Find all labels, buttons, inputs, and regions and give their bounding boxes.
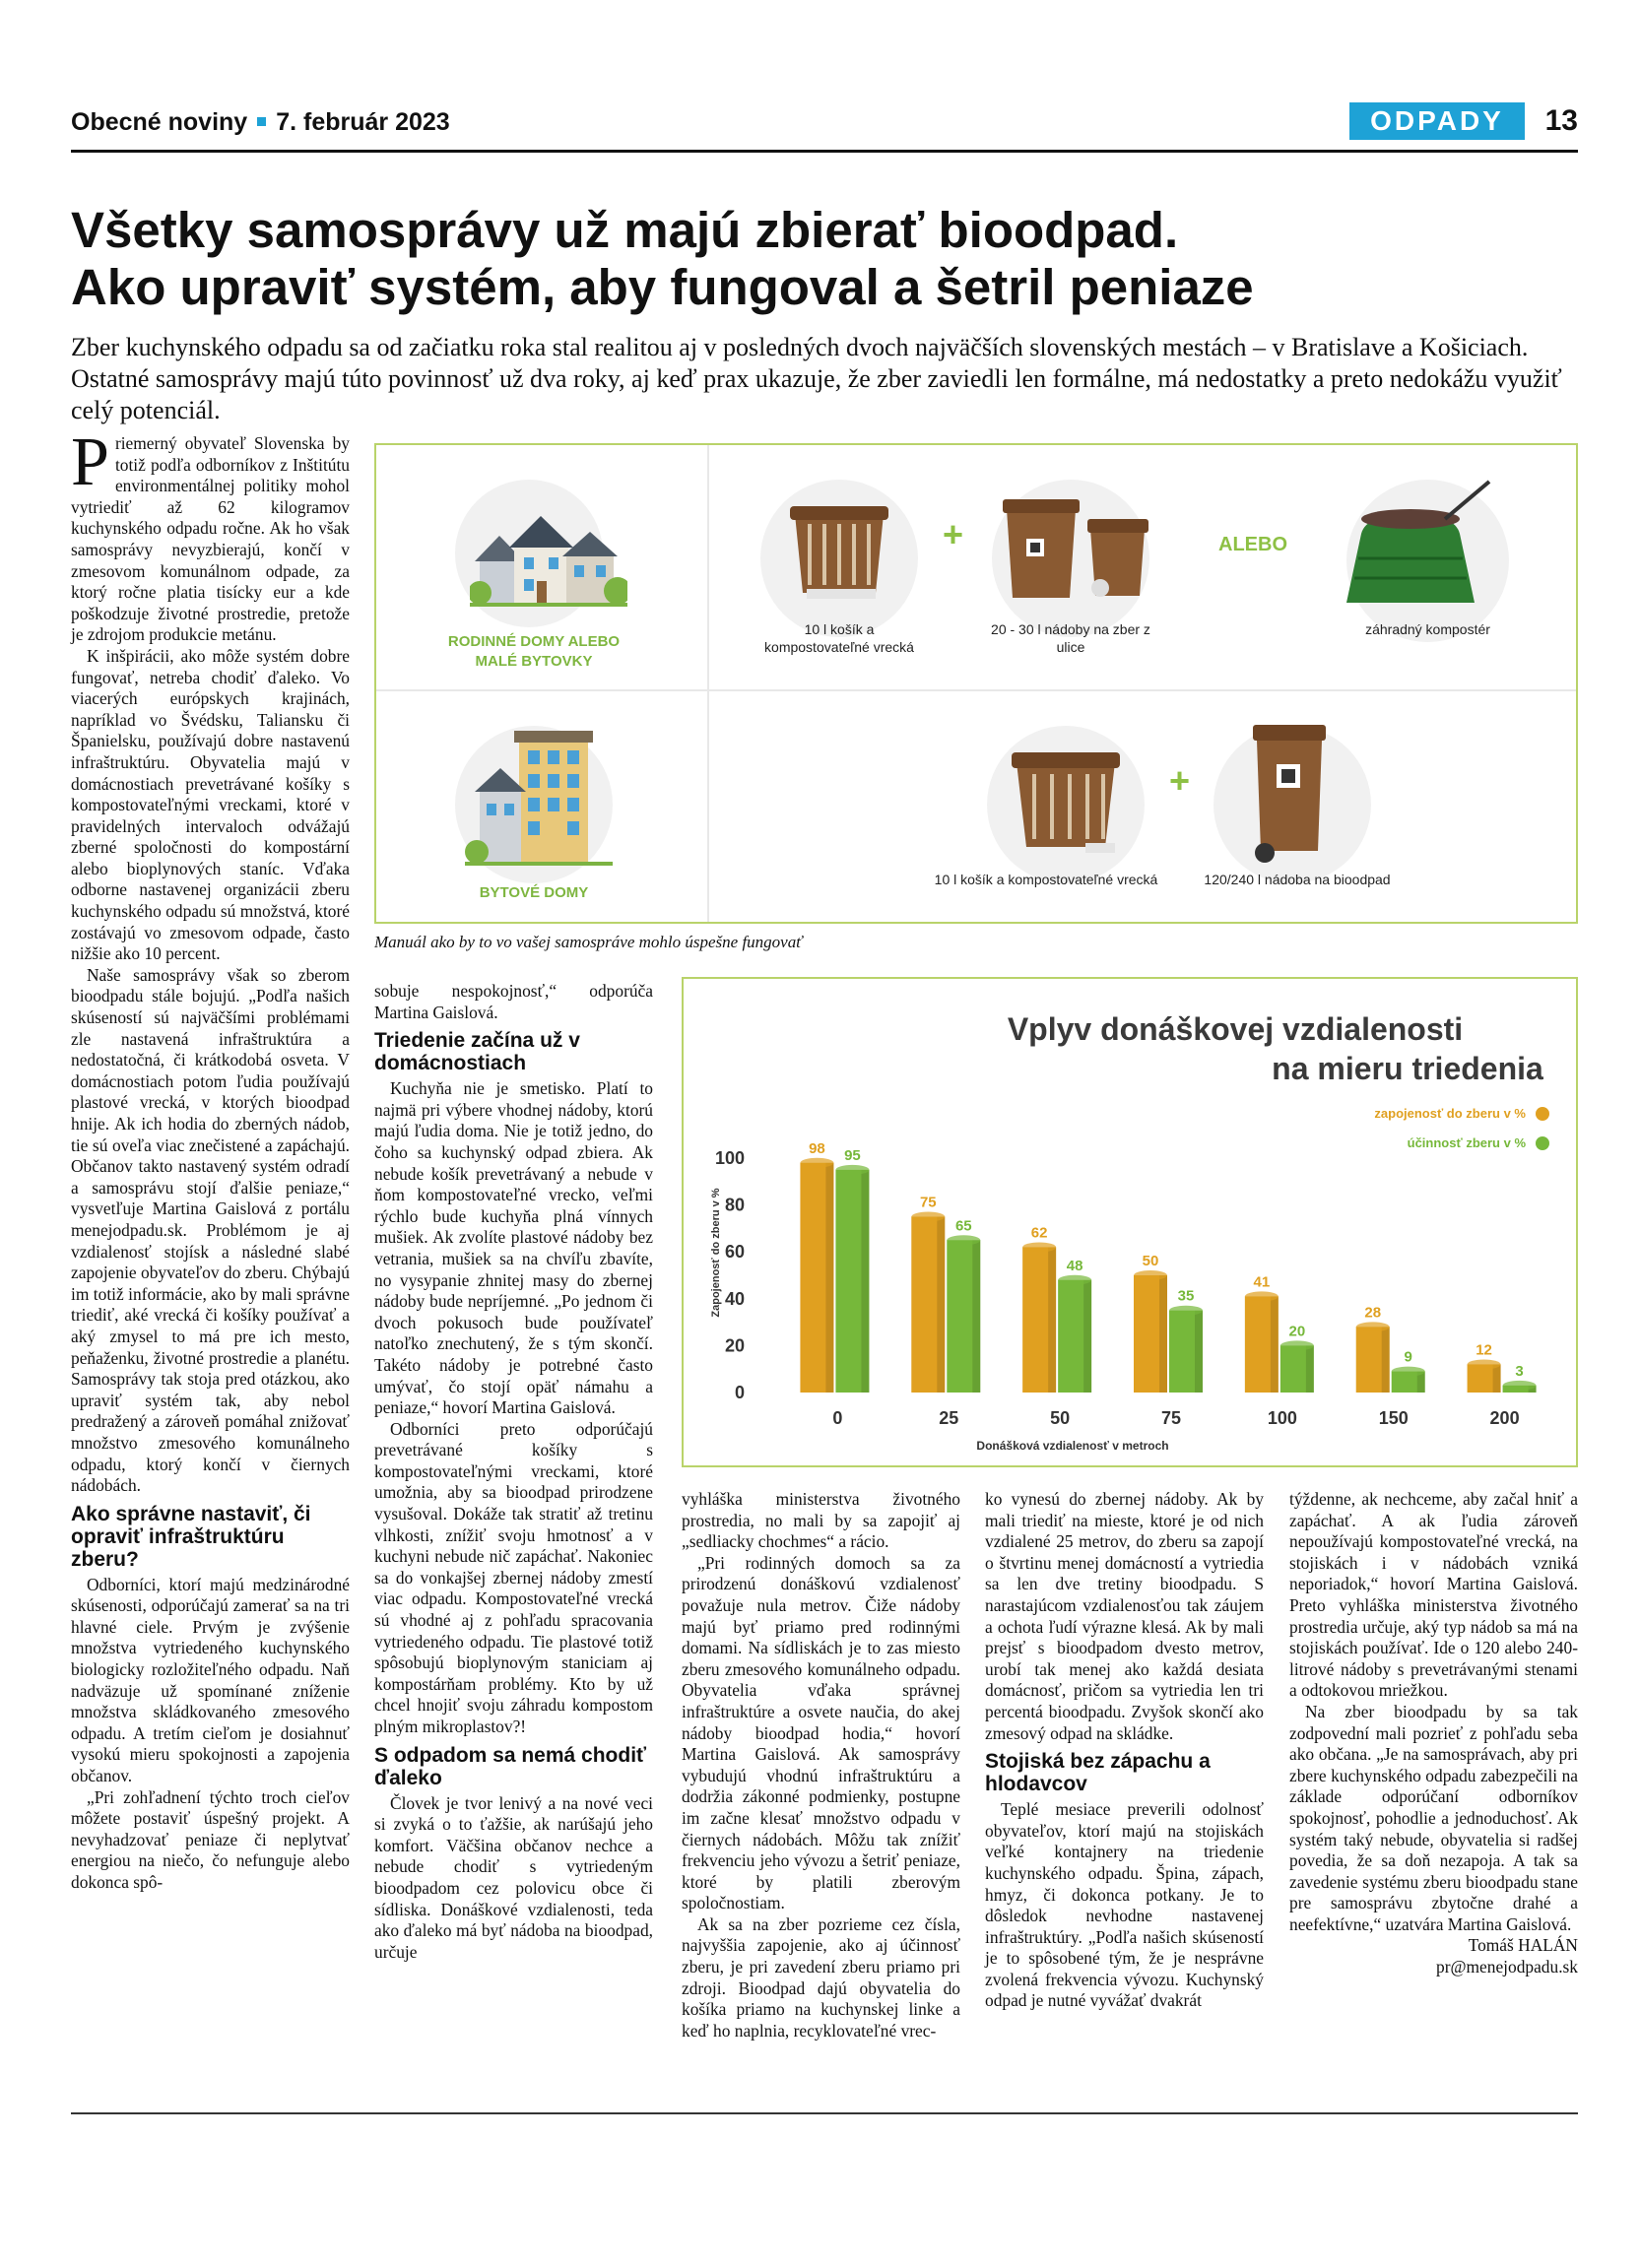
- page-number: 13: [1544, 104, 1578, 137]
- headline-line-1: Všetky samosprávy už majú zbierať bioodpad.: [71, 202, 1179, 258]
- headline: [71, 202, 1578, 316]
- data-label: 9: [1404, 1348, 1412, 1366]
- paragraph: Teplé mesiace preverili odolnosť obyvateľov, ktorí majú na stojiskách veľké kontajnery na triedenie kuchynského odpadu. Špina, zápach, hmyz, či dokonca potkany. Je to dôsledok nevhodne nastavenej infraštruktúry. „Podľa našich skúseností je to spôsobené tým, že je nesprávne zvolená frekvencia vývozu. Kuchynský odpad je nutné vyvážať dvakrát: [985, 1799, 1264, 2011]
- bar-cap: [1503, 1381, 1537, 1391]
- houses-icon: [470, 494, 627, 622]
- bar-shade: [1048, 1247, 1056, 1393]
- subheading: Triedenie začína už v domácnostiach: [374, 1029, 580, 1075]
- category-label-houses: RODINNÉ DOMY ALEBO MALÉ BYTOVKY: [447, 633, 621, 670]
- plus-sign: +: [943, 514, 964, 554]
- subheading: Stojiská bez zápachu a hlodavcov: [985, 1750, 1211, 1796]
- author-email[interactable]: pr@menejodpadu.sk: [1436, 1957, 1578, 1977]
- chart-legend: [1374, 1106, 1549, 1150]
- paragraph: Človek je tvor lenivý a na nové veci si zvyká o to ťažšie, ak narúšajú jeho komfort. Väčšina občanov nechce a nebude chodiť s vytriedeným bioodpadom cez polovicu obce či sídliska. Donáškové vzdialenosti, teda ako ďaleko má byť nádoba na bioodpad, určuje: [374, 1792, 653, 1962]
- paragraph: Naše samosprávy však so zberom bioodpadu stále bojujú. „Podľa našich skúseností sú najväčšími problémami zle nastavená infraštruktúra a nedostatočná, či krátkodobá osveta. V domácnostiach potom ľudia používajú plastové vrecká, v ktorých bioodpad hnije. Ak ich hodia do zberných nádob, tie sú oveľa viac znečistené a zapáchajú. Občanov takto nastavený systém odradí a samosprávu stojí ďalšie peniaze,“ vysvetľuje Martina Gaislová z portálu menejodpadu.sk. Problémom je aj vzdialenosť stojísk a následné slabé zapojenie obyvateľov do zberu. Chýbajú im totiž informácie, ako by mali správne triediť, aké vrecká či košíky používať a aký zmysel to má pre ich mesto, peňaženku, životné prostredie a planétu. Samosprávy tak stoja pred otázkou, ako upraviť systém tak, aby nebol predražený a zároveň pomáhal znižovať množstvo zmesového komunálneho odpadu, ktorý končí v čiernych nádobách.: [71, 964, 350, 1496]
- infographic: [374, 443, 1578, 924]
- bar-shade: [1271, 1296, 1279, 1393]
- paragraph: K inšpirácii, ako môže systém dobre fungovať, netreba chodiť ďaleko. Vo viacerých európskych krajinách, napríklad vo Švédsku, Taliansku či Španielsku, používajú dobre nastavenú infraštruktúru. Obyvatelia majú v domácnostiach prevetrávané košíky s kompostovateľnými vreckami, ktoré v pravidelných intervaloch odvážajú zberné spoločnosti do kompostární alebo bioplynových staníc. Vďaka odborne nastavenej organizácii zberu kuchynského odpadu sú množstvá, ktoré zostávajú vo zmesovom odpade, často nižšie ako 10 percent.: [71, 645, 350, 964]
- bin-icon: [1243, 723, 1342, 871]
- masthead-rule: [71, 150, 1578, 153]
- article-column-3: [682, 1489, 960, 2041]
- y-axis-label: Zapojenosť do zberu v %: [710, 1188, 722, 1318]
- bar-chart: [682, 977, 1578, 1467]
- data-label: 35: [1177, 1287, 1195, 1305]
- bar-shade: [1493, 1364, 1501, 1393]
- paragraph: Odborníci preto odporúčajú prevetrávané košíky s kompostovateľnými vreckami, ktoré umožnia, aby sa bioodpad prirodzene vysušoval. Dokáže tak stratiť až tretinu vlhkosti, znížiť svoju hmotnosť a v kuchyni nebude nič zapáchať. Nakoniec sa do vonkajšej zbernej nádoby zmestí viac odpadu. Kompostovateľné vrecká sú vhodné aj z pohľadu spracovania vytriedeného odpadu. Tie plastové totiž spôsobujú bioplynovým staniciam aj kompostárňam problémy. Kto by už chcel hnojiť svoju záhradu kompostom plným mikroplastov?!: [374, 1418, 653, 1736]
- x-tick-label: 100: [1267, 1408, 1297, 1428]
- bar-cap: [1280, 1340, 1314, 1350]
- x-tick-label: 0: [832, 1408, 843, 1428]
- article-column-5: [1289, 1489, 1578, 1978]
- drop-cap: P: [71, 424, 109, 500]
- bar-cap: [1392, 1367, 1425, 1377]
- alternative-label: ALEBO: [1218, 534, 1287, 555]
- x-tick-label: 25: [939, 1408, 959, 1428]
- lead-paragraph: Zber kuchynského odpadu sa od začiatku roka stal realitou aj v posledných dvoch najväčších slovenských mestách – v Bratislave a Košiciach. Ostatné samosprávy majú túto povinnosť už dva roky, aj keď prax ukazuje, že zber zaviedli len formálne, má nedostatky a preto nedokážu využiť celý potenciál.: [71, 333, 1562, 424]
- data-label: 62: [1030, 1224, 1048, 1242]
- bar-shade: [937, 1217, 945, 1393]
- data-label: 95: [844, 1146, 861, 1164]
- section-label: ODPADY: [1349, 102, 1525, 140]
- bar-cap: [1169, 1306, 1203, 1316]
- bar-shade: [1306, 1345, 1314, 1393]
- paragraph: Ak sa na zber pozrieme cez čísla, najvyššia zapojenie, ako aj účinnosť zberu, je pri zavedení zberu priamo pri zdroji. Bioodpad dajú obyvatelia do košíka priamo na kuchynskej linke a keď ho naplnia, recyklovateľné vrec-: [682, 1913, 960, 2041]
- bar-cap: [947, 1235, 980, 1245]
- bar-cap: [1468, 1359, 1501, 1369]
- composter-icon: [1337, 480, 1504, 613]
- chart-bars: [800, 1140, 1536, 1393]
- issue-date: 7. február 2023: [276, 108, 450, 136]
- plus-sign: +: [1169, 760, 1191, 801]
- data-label: 75: [919, 1194, 937, 1211]
- x-axis-label: Donášková vzdialenosť v metroch: [976, 1439, 1169, 1453]
- paragraph: Priemerný obyvateľ Slovenska by totiž podľa odborníkov z Inštitútu environmentálnej politiky mohol vytriediť až 62 kilogramov kuchynského odpadu ročne. Ak ho však samosprávy nevyzbierajú, končí v zmesovom komunálnom odpade, za ktorý ročne platia tisícky eur a kde poškodzuje životné prostredie, pretože je zdrojom produkcie metánu.: [71, 424, 350, 645]
- apartment-icon: [465, 719, 613, 876]
- data-label: 12: [1476, 1341, 1492, 1359]
- bar-cap: [1134, 1270, 1167, 1280]
- legend-label: zapojenosť do zberu v %: [1374, 1106, 1526, 1121]
- bar-cap: [1245, 1291, 1279, 1301]
- headline-line-2: Ako upraviť systém, aby fungoval a šetril peniaze: [71, 259, 1254, 315]
- paragraph: Na zber bioodpadu by sa tak zodpovední mali pozrieť z pohľadu seba ako občana. „Je na samosprávach, aby pri zbere kuchynského odpadu zabezpečili na základe odporúčaní odborníkov spokojnosť, pohodlie a jednoduchosť. Ak systém taký nebude, obyvatelia si radšej povedia, že sa doň nezapoja. A tak sa zavedenie systému zberu bioodpadu stane pre samosprávu zbytočne drahé a neefektívne,“ uzatvára Martina Gaislová.: [1289, 1701, 1578, 1934]
- item-label-bin: 120/240 l nádoba na bioodpad: [1204, 872, 1391, 887]
- bar-cap: [1058, 1275, 1091, 1285]
- paragraph: Odborníci, ktorí majú medzinárodné skúsenosti, odporúčajú zamerať sa na tri hlavné ciele. Prvým je zvýšenie množstva vytriedeného kuchynského biologicky rozložiteľného odpadu. Naň nadväzuje už spomínané zníženie množstva skládkovaného zmesového odpadu. A tretím cieľom je dosiahnuť vysokú mieru spokojnosti a zapojenia občanov.: [71, 1574, 350, 1786]
- paragraph: ko vynesú do zbernej nádoby. Ak by mali triediť na mieste, ktoré je od nich vzdialené 25 metrov, do zberu sa zapojí o štvrtinu menej domácností a vytriedia sa len dve tretiny bioodpadu. S narastajúcom vzdialenosťou tak záujem a ochota ľudí výrazne klesá. Ak by mali prejsť s bioodpadom dvesto metrov, urobí tak menej ako každá desiata domácnosť, pričom sa vytriedia len tri percentá bioodpadu. Zvyšok skončí ako zmesový odpad na skládke.: [985, 1489, 1264, 1743]
- article-column-2: [374, 981, 653, 1963]
- divider: [376, 689, 1576, 691]
- bottom-rule: [71, 2112, 1578, 2114]
- x-tick-label: 200: [1489, 1408, 1520, 1428]
- data-label: 3: [1515, 1362, 1524, 1380]
- author-name: Tomáš HALÁN: [1468, 1935, 1578, 1956]
- data-label: 41: [1253, 1273, 1271, 1291]
- bar-cap: [1356, 1322, 1390, 1331]
- subheading: Ako správne nastaviť, či opraviť infraštruktúru zberu?: [71, 1502, 311, 1571]
- legend-swatch: [1536, 1136, 1549, 1150]
- data-label: 65: [954, 1217, 972, 1235]
- separator-dot: [257, 117, 266, 126]
- masthead: [71, 102, 1578, 148]
- bar-shade: [861, 1170, 869, 1393]
- bar-cap: [1022, 1242, 1056, 1252]
- paragraph: „Pri zohľadnení týchto troch cieľov môžete postaviť úspešný projekt. A nevyhadzovať peniaze či neplytvať energiou na niečo, čo nefunguje alebo dokonca spô-: [71, 1786, 350, 1892]
- paragraph: Kuchyňa nie je smetisko. Platí to najmä pri výbere vhodnej nádoby, ktorú majú ľudia doma. Nie je totiž jedno, do čoho sa kuchynský odpad zbiera. Ak nebude košík prevetrávaný a nebude v ňom kompostovateľné vrecko, veľmi rýchlo bude kuchyňa plná vínnych mušiek. Ak zvolíte plastové nádoby bez vetrania, mušiek sa na chvíľu zbavíte, no vysypanie zhnitej masy do zbernej nádoby bude nepríjemné. „Po jednom či dvoch pokusoch bude používateľ natoľko znechutený, že s tým skončí. Takéto nádoby je potrebné často umývať, čo stojí opäť námahu a peniaze,“ hovorí Martina Gaislová.: [374, 1078, 653, 1418]
- category-label-apartments: BYTOVÉ DOMY: [479, 884, 589, 901]
- masthead-left: [71, 108, 450, 137]
- x-tick-label: 150: [1378, 1408, 1409, 1428]
- article-column-1: [71, 424, 350, 1894]
- x-tick-label: 75: [1160, 1408, 1182, 1428]
- figure-caption: Manuál ako by to vo vašej samospráve mohlo úspešne fungovať: [374, 933, 803, 951]
- y-tick-label: 0: [734, 1383, 745, 1402]
- bar-shade: [1382, 1327, 1390, 1393]
- item-label-composter: záhradný kompostér: [1365, 621, 1490, 637]
- y-tick-label: 60: [724, 1242, 745, 1263]
- paragraph: sobuje nespokojnosť,“ odporúča Martina Gaislová.: [374, 981, 653, 1022]
- bar-shade: [1083, 1280, 1091, 1393]
- data-label: 48: [1066, 1257, 1083, 1274]
- divider: [707, 445, 709, 922]
- paragraph: vyhláška ministerstva životného prostredia, no mali by sa zapojiť aj „sedliacky chochmes“ a rácio.: [682, 1489, 960, 1552]
- x-tick-label: 50: [1050, 1408, 1071, 1428]
- bar-cap: [911, 1212, 945, 1222]
- legend-swatch: [1536, 1107, 1549, 1121]
- y-tick-label: 100: [714, 1148, 745, 1168]
- paragraph: týždenne, ak nechceme, aby začal hniť a zapáchať. A ak ľudia zároveň nepoužívajú kompostovateľné vrecká, na stojiskách i v nádobách vzniká neporiadok,“ hovorí Martina Gaislová. Preto vyhláška ministerstva životného prostredia určuje, aký typ nádob sa má na stojiskách používať. Ide o 120 alebo 240-litrové nádoby s prevetrávanými stenami a odtokovou mriežkou.: [1289, 1489, 1578, 1701]
- bar-cap: [835, 1165, 869, 1175]
- y-tick-label: 80: [724, 1195, 745, 1215]
- data-label: 98: [809, 1139, 825, 1157]
- chart-title: Vplyv donáškovej vzdialenosti: [1007, 1011, 1464, 1047]
- item-label-basket: 10 l košík a kompostovateľné vrecká: [764, 621, 914, 655]
- bar-shade: [825, 1163, 833, 1393]
- chart-canvas: [684, 979, 1580, 1469]
- legend-label: účinnosť zberu v %: [1407, 1135, 1526, 1150]
- basket-icon: [1007, 741, 1125, 859]
- bar-cap: [800, 1158, 833, 1168]
- paper-name: Obecné noviny: [71, 108, 248, 136]
- item-label-bins: 20 - 30 l nádoby na zber z ulice: [991, 621, 1150, 655]
- bar-shade: [1195, 1311, 1203, 1393]
- data-label: 50: [1142, 1253, 1159, 1269]
- subheading: S odpadom sa nemá chodiť ďaleko: [374, 1743, 647, 1789]
- data-label: 28: [1364, 1304, 1382, 1322]
- y-tick-label: 40: [724, 1288, 745, 1309]
- chart-subtitle: na mieru triedenia: [1272, 1051, 1543, 1086]
- paragraph: „Pri rodinných domoch sa za prirodzenú donáškovú vzdialenosť považuje nula metrov. Čiže nádoby majú byť priamo pred rodinnými domami. Na sídliskách je to zas miesto zberu zmesového komunálneho odpadu. Obyvatelia vďaka správnej infraštruktúre a osvete naučia, do akej nádoby bioodpad hodia,“ hovorí Martina Gaislová. Ak samosprávy vybudujú vhodnú infraštruktúru a dodržia zákonné podmienky, postupne im začne klesať množstvo odpadu v čiernych nádobách. Môžu tak znížiť frekvenciu jeho vývozu a šetriť peniaze, ktoré by platili zberovým spoločnostiam.: [682, 1552, 960, 1913]
- data-label: 20: [1288, 1323, 1306, 1340]
- bar-shade: [1159, 1275, 1167, 1393]
- article-column-4: [985, 1489, 1264, 2012]
- item-label-basket: 10 l košík a kompostovateľné vrecká: [934, 872, 1158, 887]
- y-tick-label: 20: [724, 1335, 745, 1356]
- bin-icon: [997, 489, 1164, 613]
- bar-shade: [972, 1240, 980, 1393]
- basket-icon: [785, 494, 893, 603]
